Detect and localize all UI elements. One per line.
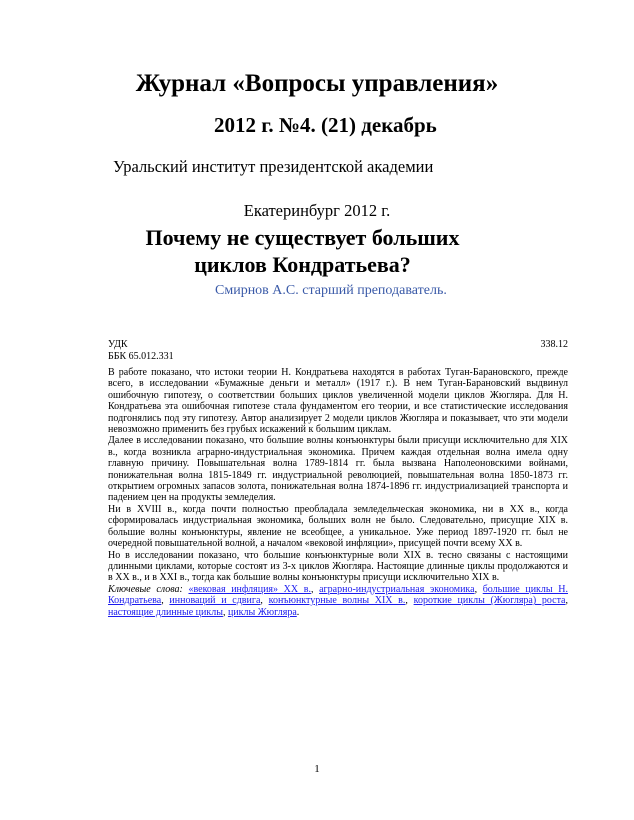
keyword-link[interactable]: большие циклы Н. Кондратьева: [108, 583, 568, 607]
abstract: [108, 367, 568, 618]
page-number: 1: [314, 763, 320, 775]
abstract-paragraph-3: Ни в XVIII в., когда почти полностью преобладала земледельческая экономика, ни в XX в., когда сформировалась индустриальная экономика, больших волн не было. Следовательно, присущие XIX в. большие волны конъюнктуры, явление не всеобщее, а уникальное. Уже период 1897-1920 гг. был не очередной повышательной волной, а началом «вековой инфляции», присущей почти всему XX в.: [108, 503, 568, 550]
bbk-code: ББК 65.012.331: [108, 351, 174, 362]
keywords: Ключевые слова: «вековая инфляция» XX в., аграрно-индустриальная экономика, большие циклы Н. Кондратьева, инноваций и сдвига, конъюнктурные волны XIX в., короткие циклы (Жюгляра) роста, настоящие длинные циклы, циклы Жюгляра.: [108, 583, 568, 618]
article-title: [0, 224, 605, 278]
abstract-paragraph-1: В работе показано, что истоки теории Н. Кондратьева находятся в работах Туган-Барановского, прежде всего, в исследовании «Бумажные деньги и металл» (1917 г.). В нем Туган-Барановский выдвинул ошибочную гипотезу, о соответствии больших циклов увеличенной модели циклов Жюгляра. Для Н. Кондратьева эта ошибочная гипотезе стала фундаментом его теории, и все статистические исследования подгонялись под эту гипотезу. Автор анализирует 2 модели циклов Жюгляра и показывает, что эти модели невозможно применить без грубых искажений к большим циклам.: [108, 367, 568, 436]
city-year: Екатеринбург 2012 г.: [243, 201, 391, 220]
keyword-link[interactable]: короткие циклы (Жюгляра) роста: [413, 595, 566, 607]
keyword-link[interactable]: циклы Жюгляра: [227, 606, 297, 618]
journal-title: Журнал «Вопросы управления»: [135, 70, 499, 97]
keyword-link[interactable]: инноваций и сдвига: [169, 595, 261, 607]
abstract-paragraph-4: Но в исследовании показано, что большие конъюнктурные воли XIX в. тесно связаны с настоящими длинными циклами, которые состоят из 3-х циклов Жюгляра. Настоящие длинные циклы продолжаются и в XX в., и в XXI в., тогда как большие волны конъюнктуры присущи исключительно XIX в.: [108, 549, 568, 584]
keyword-link[interactable]: аграрно-индустриальная экономика: [319, 583, 475, 595]
institute-name: Уральский институт президентской академии: [113, 157, 434, 176]
keyword-link[interactable]: «вековая инфляция» XX в.: [188, 583, 311, 595]
article-title-line-2: циклов Кондратьева?: [194, 252, 411, 277]
issue-info: 2012 г. №4. (21) декабрь: [214, 113, 437, 137]
article-title-line-1: Почему не существует больших: [145, 225, 460, 250]
author-line: Смирнов А.С. старший преподаватель.: [215, 283, 447, 298]
keywords-label: Ключевые слова:: [108, 583, 183, 595]
udk-value: 338.12: [540, 339, 568, 350]
keyword-link[interactable]: настоящие длинные циклы: [108, 606, 223, 618]
abstract-paragraph-2: Далее в исследовании показано, что большие волны конъюнктуры были присущи исключительно для XIX в., когда возникла аграрно-индустриальная экономика. Причем каждая отдельная волна имела одну главную причину. Повышательная волна 1789-1814 гг. была вызвана Наполеоновскими войнами, понижательная волна 1815-1849 гг. индустриальной революцией, повышательная волна 1850-1873 гг. открытием огромных запасов золота, понижательная волна 1874-1896 гг. индустриализацией транспорта и падением цен на продукты земледелия.: [108, 435, 568, 504]
keyword-link[interactable]: конъюнктурные волны XIX в.: [268, 595, 406, 607]
udk-label: УДК: [108, 339, 128, 350]
